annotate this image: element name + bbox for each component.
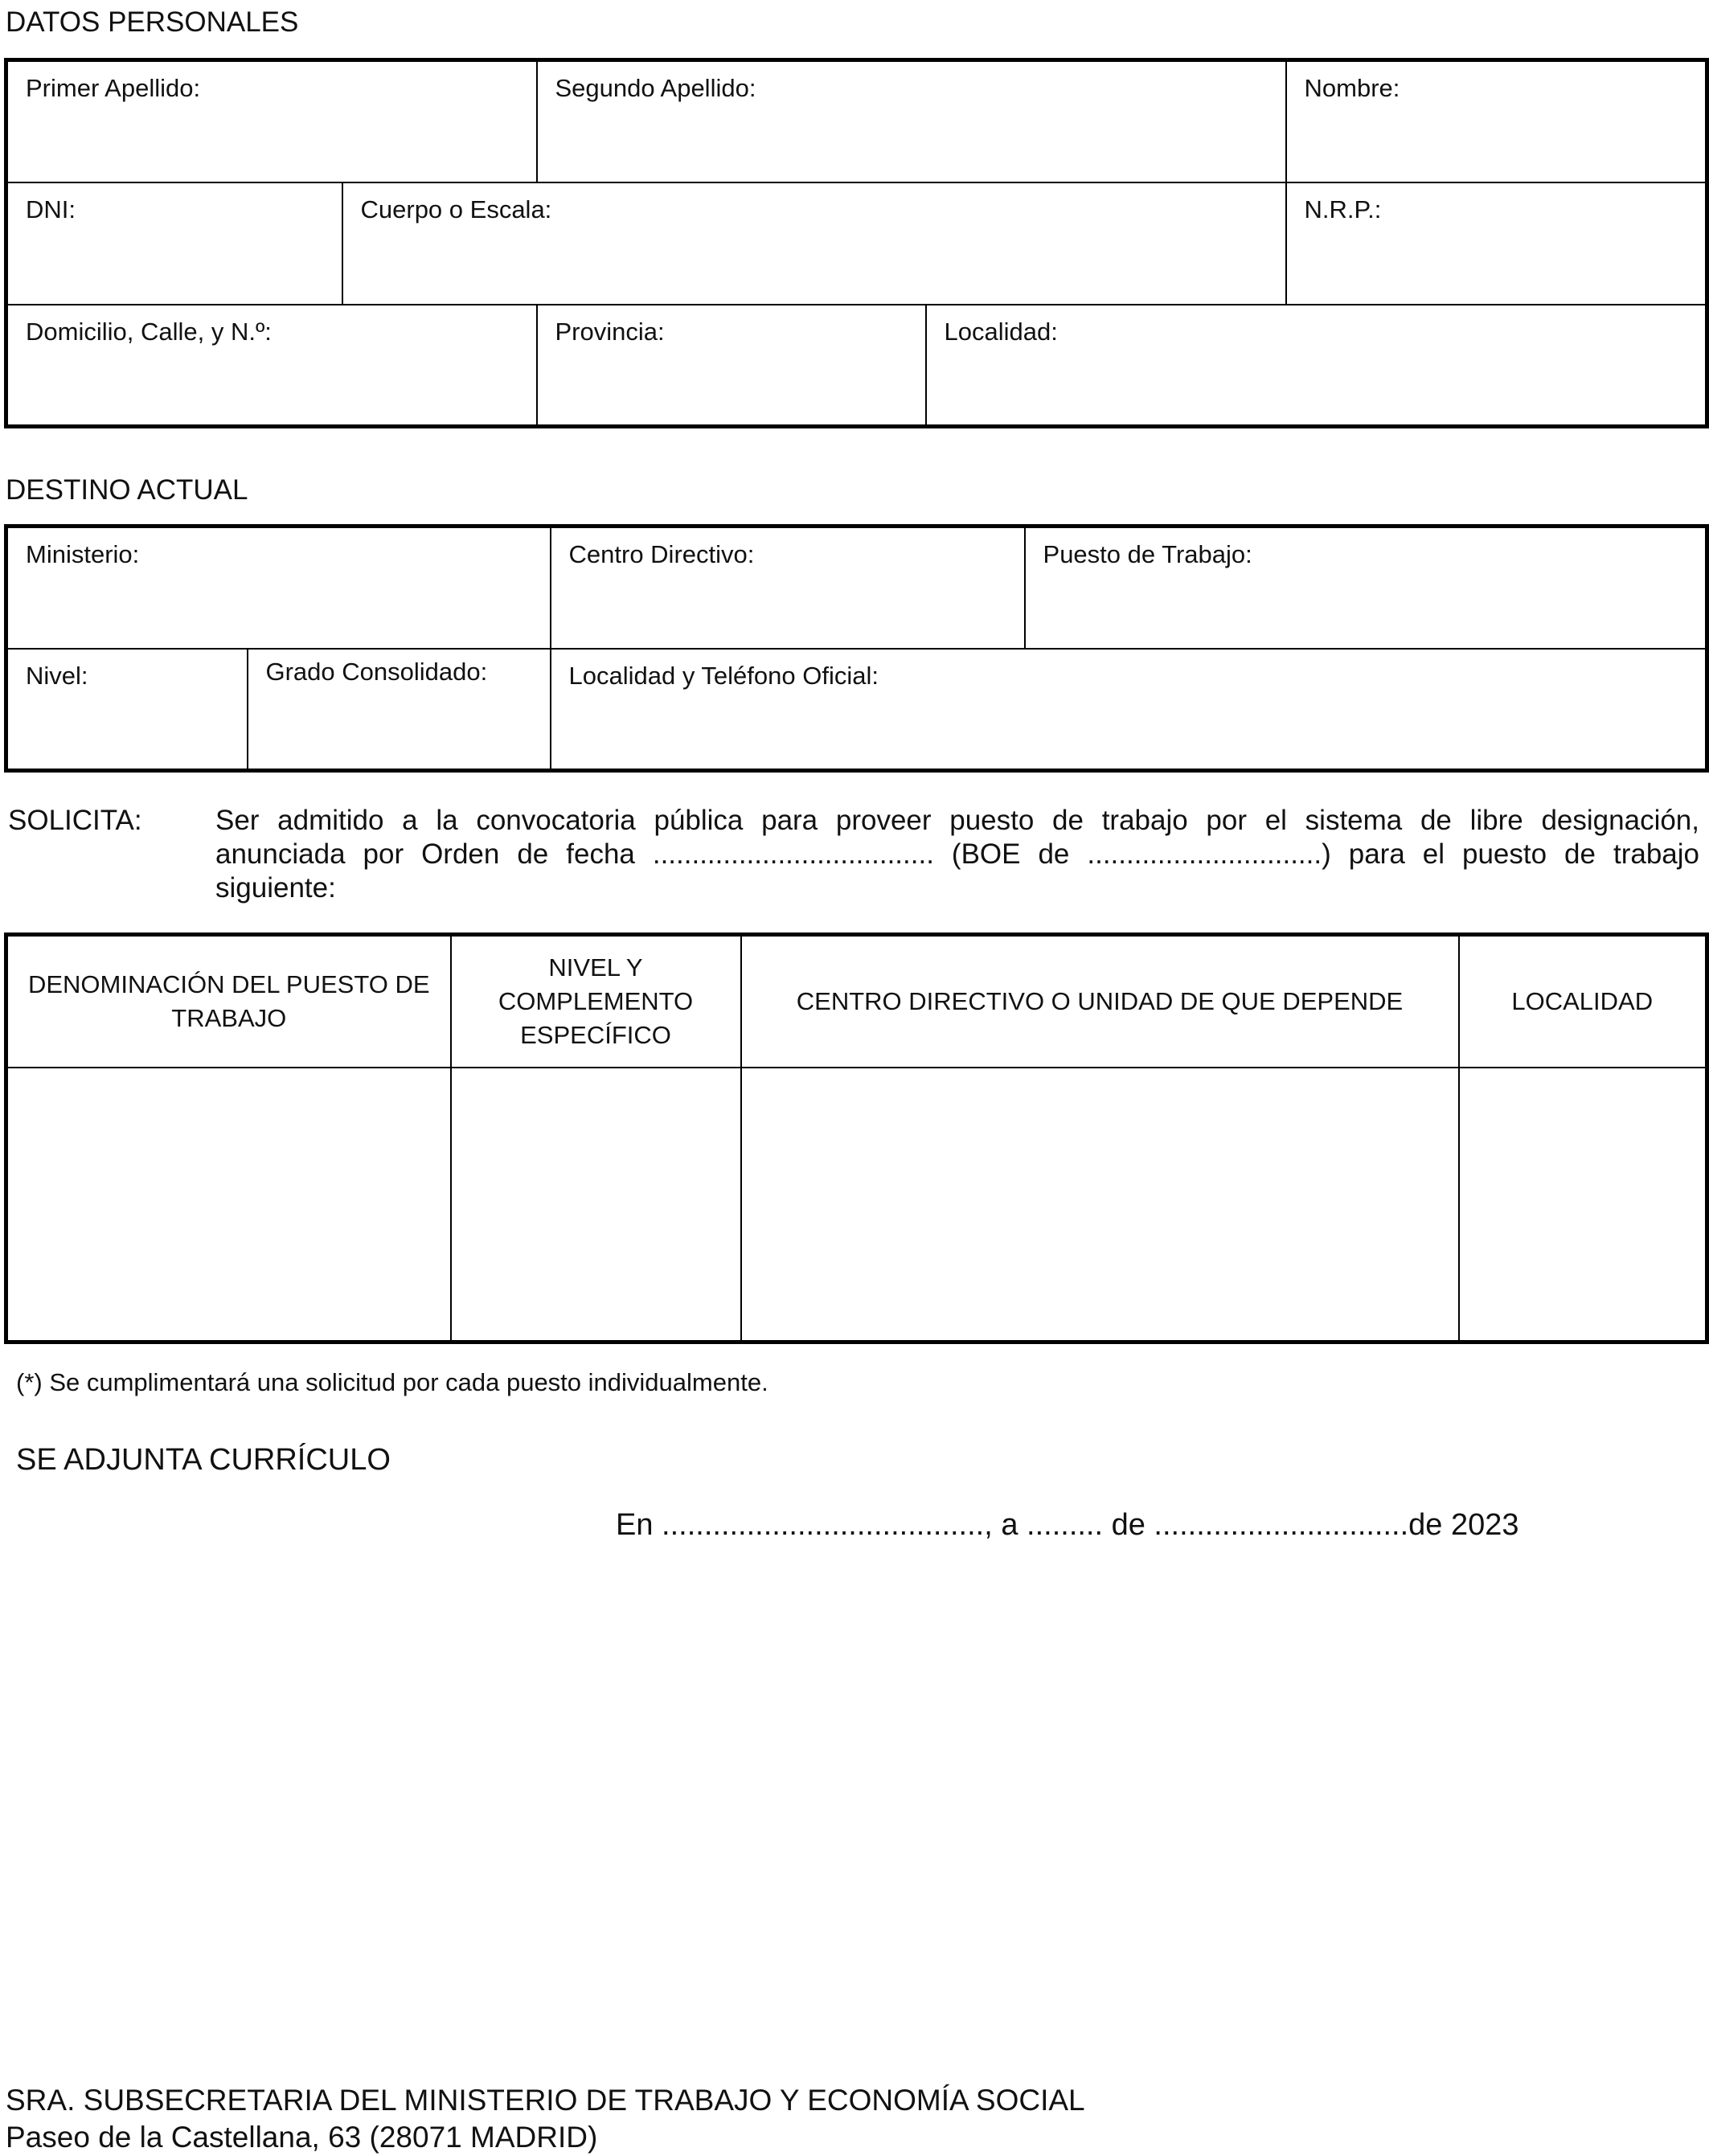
localidad-cell[interactable]	[1459, 1068, 1707, 1342]
centro-directivo-field[interactable]	[551, 527, 1025, 649]
domicilio-field[interactable]	[6, 305, 537, 427]
ministerio-field[interactable]	[6, 527, 551, 649]
nivel-field[interactable]	[6, 649, 248, 771]
nrp-field[interactable]	[1286, 182, 1707, 305]
domicilio-label: Domicilio, Calle, y N.º:	[26, 317, 272, 346]
cuerpo-escala-field[interactable]	[342, 182, 1286, 305]
ministerio-label: Ministerio:	[26, 540, 140, 568]
section-title-datos-personales: DATOS PERSONALES	[6, 6, 299, 38]
denominacion-puesto-cell[interactable]	[6, 1068, 451, 1342]
solicita-line-2: anunciada por Orden de fecha .................................... (BOE de ..............................) para el puesto de trabajo	[215, 838, 1699, 870]
solicita-label: SOLICITA:	[8, 805, 142, 836]
fecha-lugar-line: En ......................................, a ......... de ..............................de 2023	[616, 1508, 1519, 1542]
nivel-complemento-cell[interactable]	[451, 1068, 741, 1342]
se-adjunta-curriculo: SE ADJUNTA CURRÍCULO	[16, 1443, 391, 1477]
destino-actual-table	[4, 524, 1709, 773]
provincia-field[interactable]	[537, 305, 926, 427]
nrp-label: N.R.P.:	[1304, 195, 1382, 223]
grado-consolidado-label: Grado Consolidado:	[265, 657, 488, 686]
puesto-trabajo-field[interactable]	[1025, 527, 1707, 649]
table-row	[6, 1068, 1707, 1342]
primer-apellido-label: Primer Apellido:	[26, 74, 201, 102]
provincia-label: Provincia:	[555, 317, 665, 346]
centro-directivo-label: Centro Directivo:	[568, 540, 755, 568]
datos-personales-table	[4, 58, 1709, 428]
centro-directivo-unidad-cell[interactable]	[741, 1068, 1459, 1342]
solicita-text	[215, 804, 1699, 905]
solicita-line-1: Ser admitido a la convocatoria pública para proveer puesto de trabajo por el sistema de libre designación,	[215, 805, 1699, 836]
header-localidad: LOCALIDAD	[1459, 935, 1707, 1068]
solicita-line-3: siguiente:	[215, 872, 336, 904]
footnote: (*) Se cumplimentará una solicitud por cada puesto individualmente.	[16, 1368, 768, 1396]
section-title-destino-actual: DESTINO ACTUAL	[6, 474, 248, 506]
nivel-label: Nivel:	[26, 661, 88, 690]
segundo-apellido-label: Segundo Apellido:	[555, 74, 756, 102]
localidad-telefono-oficial-field[interactable]	[551, 649, 1707, 771]
primer-apellido-field[interactable]	[6, 60, 537, 182]
table-header-row	[6, 935, 1707, 1068]
nombre-field[interactable]	[1286, 60, 1707, 182]
destinatario-line-1: SRA. SUBSECRETARIA DEL MINISTERIO DE TRABAJO Y ECONOMÍA SOCIAL	[6, 2084, 1085, 2117]
header-nivel-complemento: NIVEL Y COMPLEMENTO ESPECÍFICO	[451, 935, 741, 1068]
cuerpo-escala-label: Cuerpo o Escala:	[360, 195, 552, 223]
header-denominacion-puesto: DENOMINACIÓN DEL PUESTO DE TRABAJO	[6, 935, 451, 1068]
localidad-telefono-oficial-label: Localidad y Teléfono Oficial:	[568, 661, 879, 690]
localidad-field[interactable]	[926, 305, 1707, 427]
nombre-label: Nombre:	[1304, 74, 1400, 102]
header-centro-directivo-unidad: CENTRO DIRECTIVO O UNIDAD DE QUE DEPENDE	[741, 935, 1459, 1068]
grado-consolidado-field[interactable]	[248, 649, 551, 771]
dni-label: DNI:	[26, 195, 76, 223]
puesto-trabajo-label: Puesto de Trabajo:	[1043, 540, 1252, 568]
dni-field[interactable]	[6, 182, 342, 305]
destinatario-block	[6, 2082, 1085, 2156]
localidad-label: Localidad:	[944, 317, 1058, 346]
puesto-solicitado-table	[4, 932, 1709, 1344]
destinatario-line-2: Paseo de la Castellana, 63 (28071 MADRID)	[6, 2121, 598, 2154]
segundo-apellido-field[interactable]	[537, 60, 1286, 182]
